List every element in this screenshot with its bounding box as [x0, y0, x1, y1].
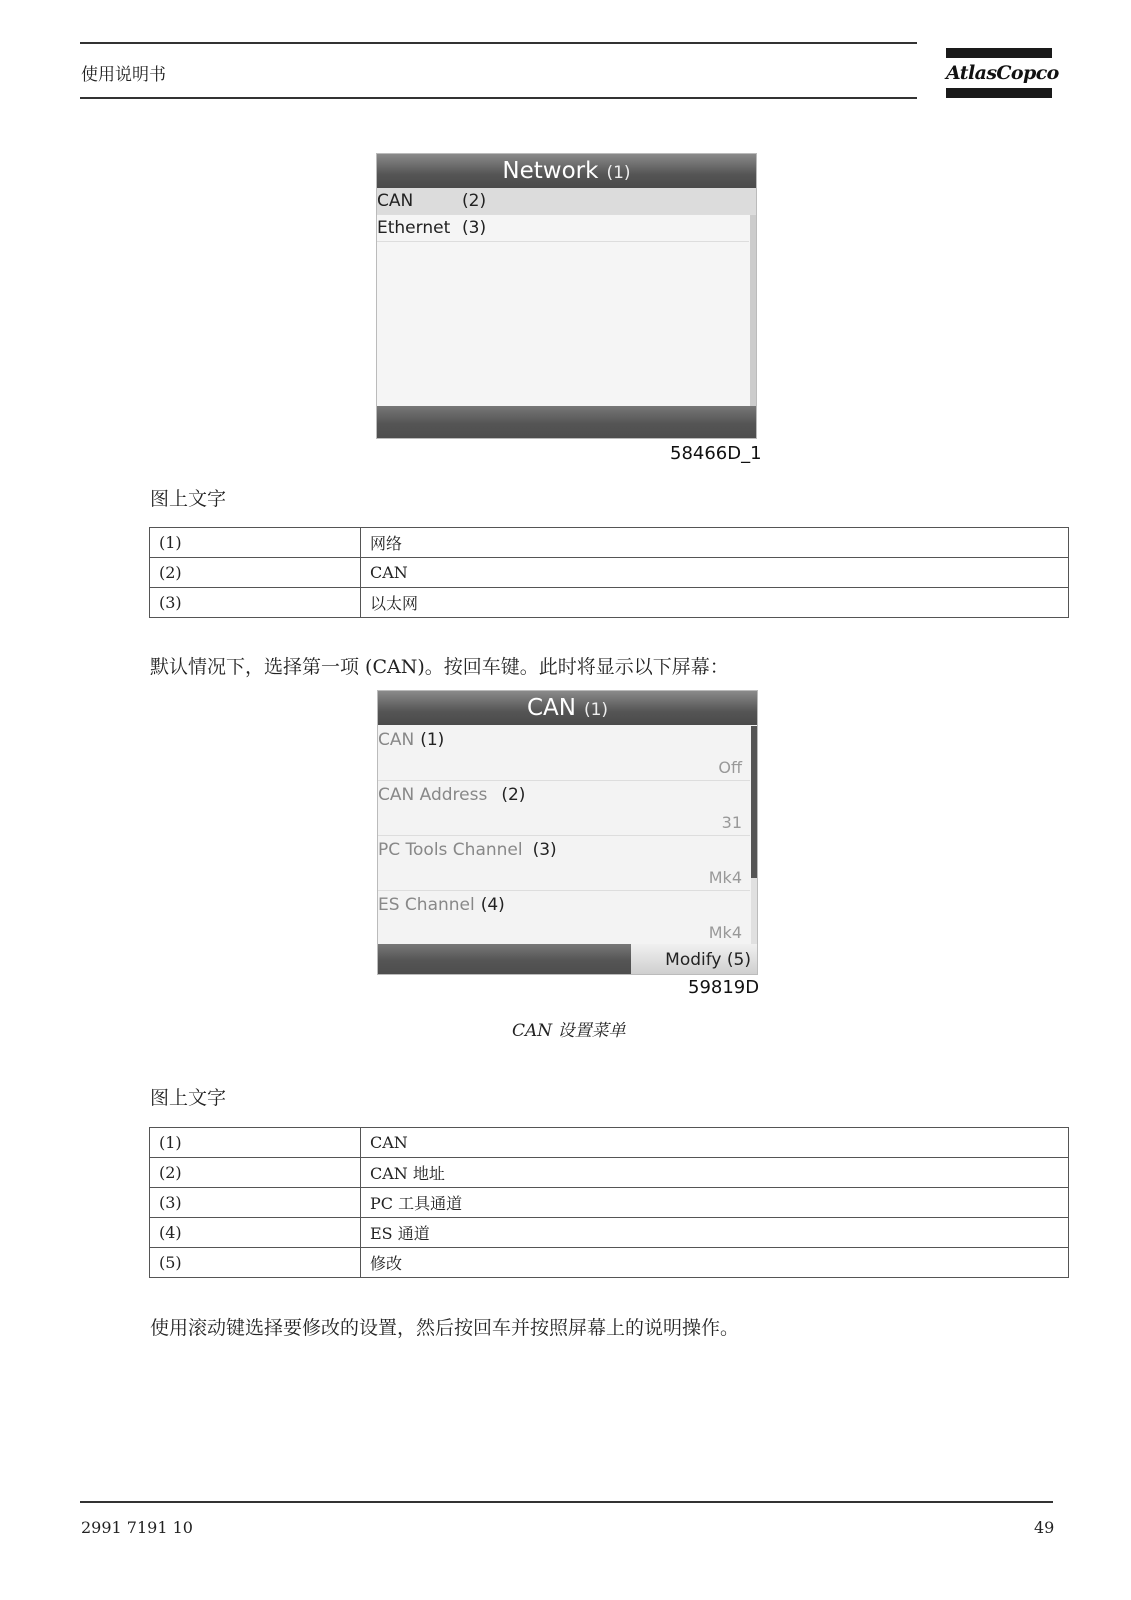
can-title-bar: [378, 691, 757, 725]
table-row: (5) 修改: [150, 1248, 1069, 1278]
paragraph-default-selection: 默认情况下，选择第一项 (CAN)。按回车键。此时将显示以下屏幕：: [150, 656, 729, 678]
can-title: CAN: [526, 695, 576, 721]
network-footer-bar: [377, 406, 756, 438]
menu-item-can-callout: (2): [462, 191, 487, 211]
footer-rule: [80, 1501, 1053, 1503]
header-top-rule: [80, 42, 917, 44]
legend1-heading: 图上文字: [150, 488, 227, 510]
legend2-heading: 图上文字: [150, 1087, 227, 1109]
scrollbar-thumb[interactable]: [751, 726, 757, 878]
legend2-table: [149, 1127, 1069, 1278]
table-row: (2) CAN 地址: [150, 1158, 1069, 1188]
can-footer-bar: [378, 944, 631, 974]
setting-row-can-address[interactable]: CAN Address (2) 31: [378, 781, 750, 836]
table-row: (1) CAN: [150, 1128, 1069, 1158]
menu-item-can[interactable]: CAN (2): [377, 188, 756, 215]
menu-item-ethernet[interactable]: Ethernet (3): [377, 215, 749, 242]
header-title: 使用说明书: [81, 65, 166, 85]
network-title-callout: (1): [606, 163, 631, 183]
setting-row-es-channel[interactable]: ES Channel (4) Mk4: [378, 895, 742, 942]
header-bottom-rule: [80, 97, 917, 99]
network-title: Network: [502, 158, 599, 184]
setting-value: Off: [718, 758, 742, 777]
setting-value: 31: [721, 813, 742, 832]
table-row: (2) CAN: [150, 558, 1069, 588]
legend1-table: [149, 527, 1069, 618]
atlas-copco-logo: [946, 48, 1059, 100]
doc-number: 2991 7191 10: [81, 1518, 193, 1537]
logo-text: AtlasCopco: [946, 62, 1059, 84]
table-row: (3) PC 工具通道: [150, 1188, 1069, 1218]
table-row: (1) 网络: [150, 528, 1069, 558]
figure2-id: 59819D: [688, 977, 760, 998]
figure2-caption: CAN 设置菜单: [512, 1021, 626, 1041]
menu-item-ethernet-callout: (3): [462, 218, 487, 238]
can-screen: [377, 690, 758, 975]
network-title-bar: [377, 154, 756, 188]
page-number: 49: [1034, 1518, 1055, 1537]
setting-row-can[interactable]: CAN (1) Off: [378, 726, 750, 781]
figure1-id: 58466D_1: [670, 443, 762, 464]
can-title-callout: (1): [583, 700, 609, 720]
paragraph-scroll-instructions: 使用滚动键选择要修改的设置，然后按回车并按照屏幕上的说明操作。: [150, 1317, 740, 1339]
setting-value: Mk4: [708, 923, 742, 942]
table-row: (4) ES 通道: [150, 1218, 1069, 1248]
modify-button[interactable]: Modify (5): [631, 944, 757, 974]
setting-row-pc-tools-channel[interactable]: PC Tools Channel (3) Mk4: [378, 836, 750, 891]
network-screen: [376, 153, 757, 439]
setting-value: Mk4: [708, 868, 742, 887]
table-row: (3) 以太网: [150, 588, 1069, 618]
scrollbar[interactable]: [750, 215, 756, 406]
